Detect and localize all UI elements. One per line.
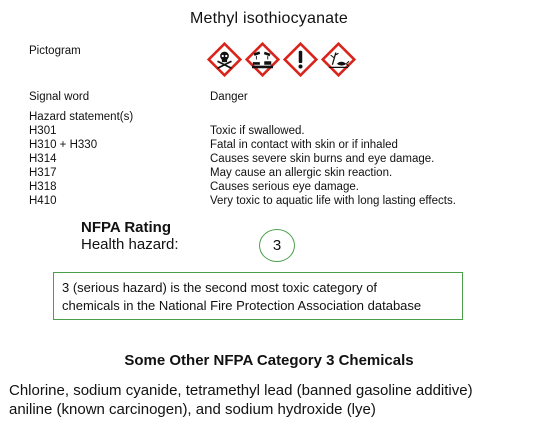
hazard-text: Very toxic to aquatic life with long lasting effects. <box>210 195 456 207</box>
signal-word-value: Danger <box>210 91 248 103</box>
hazard-code: H317 <box>29 167 57 179</box>
hazard-text: May cause an allergic skin reaction. <box>210 167 393 179</box>
other-chemicals-title: Some Other NFPA Category 3 Chemicals <box>124 352 414 369</box>
nfpa-rating-title: NFPA Rating <box>81 219 171 236</box>
signal-word-label: Signal word <box>29 91 90 103</box>
chemical-title: Methyl isothiocyanate <box>189 10 349 27</box>
hazard-code: H318 <box>29 181 57 193</box>
exclamation-mark-icon <box>283 42 318 77</box>
other-chemicals-line-1: Chlorine, sodium cyanide, tetramethyl lead (banned gasoline additive) <box>9 382 473 399</box>
skull-crossbones-icon <box>207 42 242 77</box>
callout-line-1: 3 (serious hazard) is the second most toxic category of <box>62 280 378 295</box>
hazard-text: Causes serious eye damage. <box>210 181 359 193</box>
ghs-pictograms <box>207 42 356 77</box>
hazard-text: Causes severe skin burns and eye damage. <box>210 153 435 165</box>
hazard-text: Toxic if swallowed. <box>210 125 305 137</box>
other-chemicals-line-2: aniline (known carcinogen), and sodium hydroxide (lye) <box>9 401 376 418</box>
environment-icon <box>321 42 356 77</box>
hazard-codes <box>29 124 97 208</box>
hazard-code: H301 <box>29 125 57 137</box>
hazard-texts <box>210 124 456 208</box>
hazard-text: Fatal in contact with skin or if inhaled <box>210 139 398 151</box>
cut-off-row <box>81 253 221 259</box>
corrosion-icon <box>245 42 280 77</box>
other-chemicals-text <box>9 381 534 419</box>
hazard-code: H310 + H330 <box>29 139 98 151</box>
pictogram-label: Pictogram <box>29 45 81 57</box>
callout-line-2: chemicals in the National Fire Protection Association database <box>62 298 422 313</box>
health-hazard-value-circle: 3 <box>259 229 295 262</box>
hazard-code: H314 <box>29 153 57 165</box>
hazard-code: H410 <box>29 195 57 207</box>
hazard-statements-label: Hazard statement(s) <box>29 111 134 123</box>
nfpa-explanation-callout <box>53 272 463 320</box>
health-hazard-label: Health hazard: <box>81 236 179 253</box>
